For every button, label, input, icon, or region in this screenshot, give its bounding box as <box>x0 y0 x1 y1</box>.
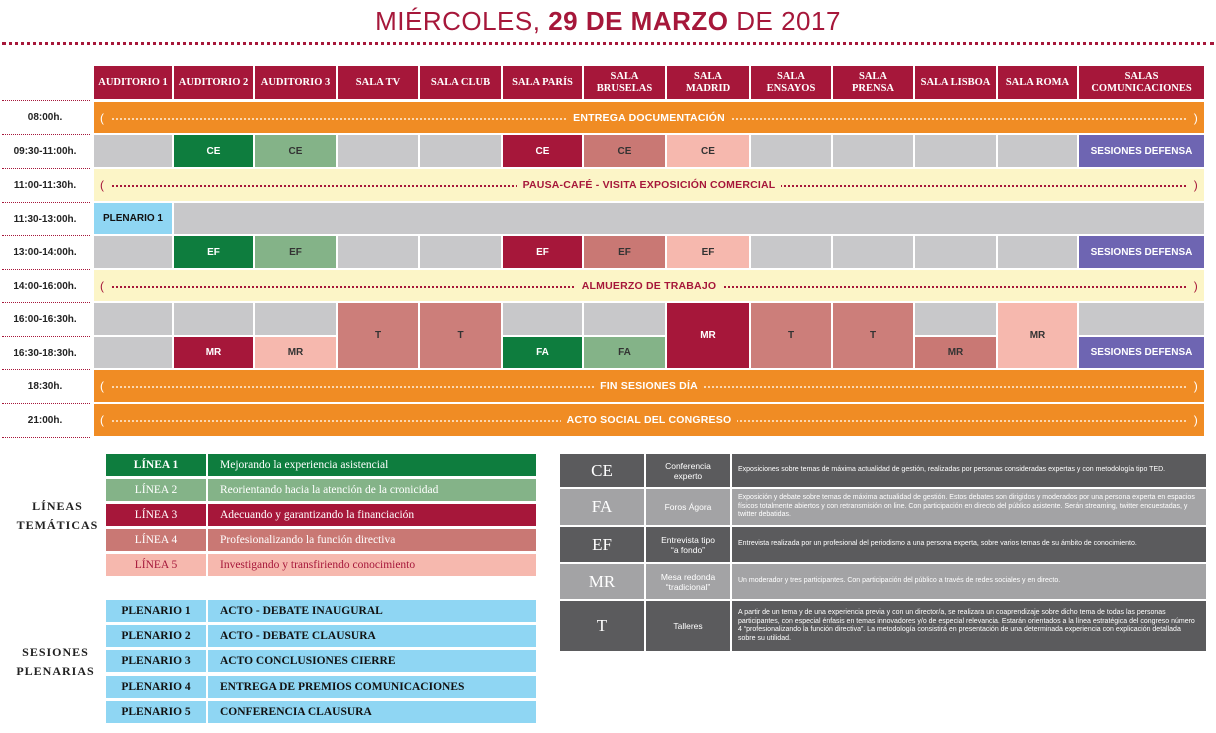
session-ce[interactable]: CE <box>584 135 665 167</box>
band-fin-sesiones <box>94 370 1204 402</box>
empty-slot <box>833 135 913 167</box>
paren-open: ( <box>100 413 105 427</box>
format-name-line: Entrevista tipo <box>661 534 715 545</box>
room-header: SALAS COMUNICACIONES <box>1079 66 1204 99</box>
session-mr[interactable]: MR <box>915 337 996 368</box>
title-date: 29 DE MARZO <box>548 6 729 36</box>
band-acto-social <box>94 404 1204 436</box>
empty-slot <box>174 203 1204 234</box>
session-ce[interactable]: CE <box>503 135 582 167</box>
paren-open: ( <box>100 178 105 192</box>
paren-open: ( <box>100 379 105 393</box>
linea-text: Adecuando y garantizando la financiación <box>208 504 536 526</box>
empty-slot <box>584 303 665 335</box>
paren-close: ) <box>1193 178 1198 192</box>
linea-text: Investigando y transfiriendo conocimiento <box>208 554 536 576</box>
empty-slot <box>833 236 913 268</box>
title-year: DE 2017 <box>728 6 841 36</box>
room-header: SALA PRENSA <box>833 66 913 99</box>
session-t[interactable]: T <box>420 303 501 368</box>
label-line: LÍNEAS <box>32 499 83 513</box>
session-ef[interactable]: EF <box>255 236 336 268</box>
format-name-line: “a fondo” <box>670 544 706 555</box>
paren-close: ) <box>1193 110 1198 125</box>
session-mr[interactable]: MR <box>255 337 336 368</box>
time-label: 14:00-16:00h. <box>13 280 77 292</box>
time-label: 08:00h. <box>27 112 63 123</box>
label-line: SESIONES <box>22 645 89 659</box>
paren-open: ( <box>100 110 105 125</box>
empty-slot <box>338 135 418 167</box>
time-label: 16:00-16:30h. <box>13 314 77 325</box>
session-mr[interactable]: MR <box>998 303 1077 368</box>
empty-slot <box>338 236 418 268</box>
page-title <box>0 6 1216 37</box>
empty-slot <box>94 135 172 167</box>
linea-code: LÍNEA 3 <box>106 504 206 526</box>
format-name-line: Foros Ágora <box>664 502 712 512</box>
paren-close: ) <box>1193 413 1198 427</box>
format-name-line: Mesa redonda <box>660 571 716 582</box>
session-fa[interactable]: FA <box>584 337 665 368</box>
empty-slot <box>915 135 996 167</box>
session-fa[interactable]: FA <box>503 337 582 368</box>
format-description: Un moderador y tres participantes. Con participación del público a través de redes sociales y en directo. <box>732 564 1206 599</box>
format-description: Exposiciones sobre temas de máxima actualidad de gestión, realizadas por personas consideradas expertas y con metodología tipo TED. <box>732 454 1206 487</box>
linea-text: Reorientando hacia la atención de la cronicidad <box>208 479 536 501</box>
title-divider <box>2 42 1214 45</box>
room-header: AUDITORIO 3 <box>255 66 336 99</box>
session-ef[interactable]: EF <box>174 236 253 268</box>
session-ef[interactable]: EF <box>584 236 665 268</box>
band-label: ACTO SOCIAL DEL CONGRESO <box>561 414 738 426</box>
session-ce[interactable]: CE <box>255 135 336 167</box>
plenario-text: CONFERENCIA CLAUSURA <box>208 701 536 723</box>
band-almuerzo <box>94 270 1204 301</box>
room-header: SALA LISBOA <box>915 66 996 99</box>
session-t[interactable]: T <box>338 303 418 368</box>
room-header: SALA TV <box>338 66 418 99</box>
time-label: 11:30-13:00h. <box>13 213 77 225</box>
session-defensa[interactable]: SESIONES DEFENSA <box>1079 135 1204 167</box>
session-ef[interactable]: EF <box>667 236 749 268</box>
empty-slot <box>420 236 501 268</box>
time-label: 09:30-11:00h. <box>13 146 77 157</box>
format-name <box>646 564 730 599</box>
format-name-line: “tradicional” <box>665 581 711 592</box>
linea-text: Profesionalizando la función directiva <box>208 529 536 551</box>
empty-slot <box>998 135 1077 167</box>
band-entrega-documentacion <box>94 102 1204 133</box>
linea-code: LÍNEA 5 <box>106 554 206 576</box>
room-header: AUDITORIO 1 <box>94 66 172 99</box>
empty-slot <box>94 303 172 335</box>
label-line: PLENARIAS <box>16 664 95 678</box>
format-name <box>646 489 730 525</box>
format-name <box>646 601 730 651</box>
empty-slot <box>915 303 996 335</box>
band-label: FIN SESIONES DÍA <box>594 380 704 392</box>
session-ce[interactable]: CE <box>667 135 749 167</box>
empty-slot <box>255 303 336 335</box>
plenario-code: PLENARIO 4 <box>106 676 206 698</box>
band-label: ENTREGA DOCUMENTACIÓN <box>567 112 731 124</box>
format-code: FA <box>560 489 644 525</box>
empty-slot <box>94 236 172 268</box>
band-label: ALMUERZO DE TRABAJO <box>576 280 722 292</box>
linea-code: LÍNEA 1 <box>106 454 206 476</box>
room-header: SALA CLUB <box>420 66 501 99</box>
plenario-text: ACTO - DEBATE CLAUSURA <box>208 625 536 647</box>
session-plenario-1[interactable]: PLENARIO 1 <box>94 203 172 234</box>
plenario-code: PLENARIO 3 <box>106 650 206 672</box>
session-t[interactable]: T <box>751 303 831 368</box>
session-t[interactable]: T <box>833 303 913 368</box>
session-defensa[interactable]: SESIONES DEFENSA <box>1079 337 1204 368</box>
plenario-code: PLENARIO 2 <box>106 625 206 647</box>
plenario-text: ENTREGA DE PREMIOS COMUNICACIONES <box>208 676 536 698</box>
empty-slot <box>503 303 582 335</box>
empty-slot <box>94 337 172 368</box>
format-code: MR <box>560 564 644 599</box>
paren-close: ) <box>1193 379 1198 393</box>
time-label: 13:00-14:00h. <box>13 247 77 258</box>
session-defensa[interactable]: SESIONES DEFENSA <box>1079 236 1204 268</box>
session-mr[interactable]: MR <box>667 303 749 368</box>
format-name-line: Talleres <box>673 621 703 631</box>
band-label: PAUSA-CAFÉ - VISITA EXPOSICIÓN COMERCIAL <box>517 179 782 191</box>
band-pausa-cafe <box>94 169 1204 201</box>
plenario-text: ACTO CONCLUSIONES CIERRE <box>208 650 536 672</box>
linea-code: LÍNEA 4 <box>106 529 206 551</box>
label-line: TEMÁTICAS <box>16 518 99 532</box>
title-weekday: MIÉRCOLES, <box>375 6 549 36</box>
empty-slot <box>1079 303 1204 335</box>
empty-slot <box>174 303 253 335</box>
paren-open: ( <box>100 278 105 293</box>
empty-slot <box>420 135 501 167</box>
room-header: SALA PARÍS <box>503 66 582 99</box>
linea-text: Mejorando la experiencia asistencial <box>208 454 536 476</box>
format-code: T <box>560 601 644 651</box>
plenario-code: PLENARIO 1 <box>106 600 206 622</box>
time-label: 11:00-11:30h. <box>13 180 77 191</box>
paren-close: ) <box>1193 278 1198 293</box>
empty-slot <box>751 236 831 268</box>
room-header: AUDITORIO 2 <box>174 66 253 99</box>
row-divider <box>2 437 90 438</box>
session-ef[interactable]: EF <box>503 236 582 268</box>
room-header: SALA ENSAYOS <box>751 66 831 99</box>
format-code: CE <box>560 454 644 487</box>
format-name <box>646 454 730 487</box>
room-header: SALA BRUSELAS <box>584 66 665 99</box>
linea-code: LÍNEA 2 <box>106 479 206 501</box>
format-name-line: experto <box>673 470 703 481</box>
format-name <box>646 527 730 562</box>
format-description: A partir de un tema y de una experiencia previa y con un director/a, se realizara un coaprendizaje sobre dicho tema de todas las personas participantes, con especial énfasis en temas innovadores y/o de especial relevancia. Estarán orientados a la línea estratégica del congreso número 4 “profesionalizando la función directiva”. La metodología consistirá en presentación de una determinada experiencia con explicación detallada sobre su utilidad. <box>732 601 1206 651</box>
time-label: 18:30h. <box>27 381 63 392</box>
plenario-code: PLENARIO 5 <box>106 701 206 723</box>
format-description: Exposición y debate sobre temas de máxima actualidad de gestión. Estos debates son dirigidos y moderados por una persona experta en espacios físicos totalmente abiertos y con retransmisión on line. Con participación en directo del público asistente. Serán streaming, twitter encuestadas, y twitter debatidas. <box>732 489 1206 525</box>
room-header: SALA MADRID <box>667 66 749 99</box>
room-header: SALA ROMA <box>998 66 1077 99</box>
empty-slot <box>751 135 831 167</box>
format-code: EF <box>560 527 644 562</box>
empty-slot <box>915 236 996 268</box>
lineas-tematicas-label <box>10 497 105 535</box>
time-label: 21:00h. <box>27 415 63 426</box>
plenario-text: ACTO - DEBATE INAUGURAL <box>208 600 536 622</box>
format-name-line: Conferencia <box>665 460 711 471</box>
time-label: 16:30-18:30h. <box>13 347 77 359</box>
empty-slot <box>998 236 1077 268</box>
sesiones-plenarias-label <box>8 643 103 681</box>
session-mr[interactable]: MR <box>174 337 253 368</box>
format-description: Entrevista realizada por un profesional del periodismo a una persona experta, sobre varios temas de su ámbito de conocimiento. <box>732 527 1206 562</box>
session-ce[interactable]: CE <box>174 135 253 167</box>
